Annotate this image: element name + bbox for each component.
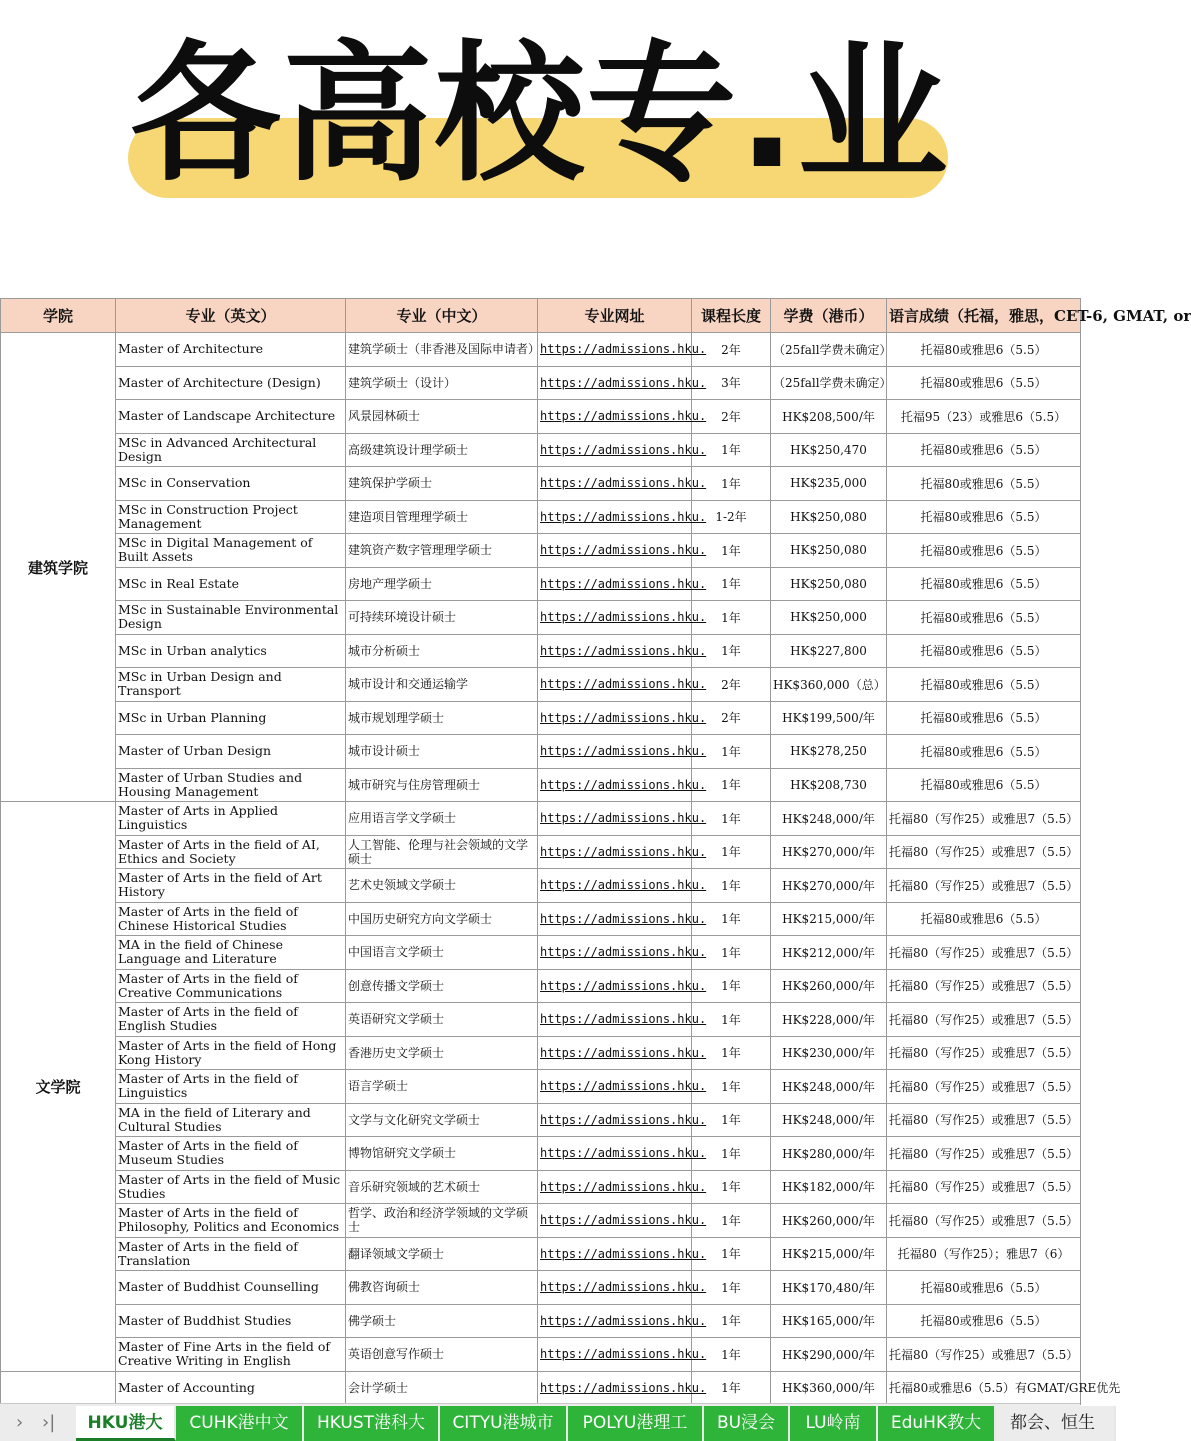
sheet-tab[interactable]: POLYU港理工 bbox=[568, 1406, 704, 1441]
language-req-cell[interactable]: 托福80或雅思6（5.5） bbox=[887, 366, 1081, 400]
program-en-cell[interactable]: Master of Arts in the field of Hong Kong History bbox=[116, 1036, 346, 1070]
duration-cell[interactable]: 2年 bbox=[692, 668, 771, 702]
url-link[interactable]: https://admissions.hku. bbox=[538, 333, 692, 367]
url-link[interactable]: https://admissions.hku. bbox=[538, 969, 692, 1003]
program-en-cell[interactable]: Master of Architecture (Design) bbox=[116, 366, 346, 400]
tuition-cell[interactable]: HK$235,000 bbox=[771, 467, 887, 501]
tuition-cell[interactable]: HK$278,250 bbox=[771, 735, 887, 769]
tuition-cell[interactable]: HK$290,000/年 bbox=[771, 1338, 887, 1372]
table-row bbox=[1, 936, 1081, 970]
program-en-cell[interactable]: MSc in Urban Design and Transport bbox=[116, 668, 346, 702]
table-row bbox=[1, 869, 1081, 903]
table-row bbox=[1, 1003, 1081, 1037]
language-req-cell[interactable]: 托福80（写作25）或雅思7（5.5） bbox=[887, 1003, 1081, 1037]
language-req-cell[interactable]: 托福80或雅思6（5.5） bbox=[887, 467, 1081, 501]
language-req-cell[interactable]: 托福80（写作25）或雅思7（5.5） bbox=[887, 835, 1081, 869]
program-en-cell[interactable]: Master of Arts in the field of Creative Communications bbox=[116, 969, 346, 1003]
program-en-cell[interactable]: Master of Arts in the field of AI, Ethics and Society bbox=[116, 835, 346, 869]
url-link[interactable]: https://admissions.hku. bbox=[538, 1304, 692, 1338]
program-cn-cell[interactable]: 音乐研究领域的艺术硕士 bbox=[346, 1170, 538, 1204]
language-req-cell[interactable]: 托福80或雅思6（5.5） bbox=[887, 601, 1081, 635]
program-en-cell[interactable]: MSc in Digital Management of Built Assets bbox=[116, 534, 346, 568]
programs-table bbox=[0, 298, 1191, 1405]
program-en-cell[interactable]: MSc in Real Estate bbox=[116, 567, 346, 601]
program-cn-cell[interactable]: 艺术史领域文学硕士 bbox=[346, 869, 538, 903]
duration-cell[interactable]: 1年 bbox=[692, 735, 771, 769]
language-req-cell[interactable]: 托福80或雅思6（5.5） bbox=[887, 768, 1081, 802]
program-en-cell[interactable]: Master of Arts in the field of Museum Studies bbox=[116, 1137, 346, 1171]
duration-cell[interactable]: 1年 bbox=[692, 1204, 771, 1238]
url-link[interactable]: https://admissions.hku. bbox=[538, 1371, 692, 1405]
tuition-cell[interactable]: HK$270,000/年 bbox=[771, 869, 887, 903]
url-link[interactable]: https://admissions.hku. bbox=[538, 634, 692, 668]
url-link[interactable]: https://admissions.hku. bbox=[538, 467, 692, 501]
tuition-cell[interactable]: HK$230,000/年 bbox=[771, 1036, 887, 1070]
program-cn-cell[interactable]: 翻译领域文学硕士 bbox=[346, 1237, 538, 1271]
program-en-cell[interactable]: MSc in Construction Project Management bbox=[116, 500, 346, 534]
sheet-tab[interactable]: CITYU港城市 bbox=[440, 1406, 568, 1441]
program-en-cell[interactable]: Master of Arts in the field of Philosophy, Politics and Economics bbox=[116, 1204, 346, 1238]
program-en-cell[interactable]: Master of Fine Arts in the field of Creative Writing in English bbox=[116, 1338, 346, 1372]
duration-cell[interactable]: 1年 bbox=[692, 1338, 771, 1372]
url-link[interactable]: https://admissions.hku. bbox=[538, 1237, 692, 1271]
tuition-cell[interactable]: HK$182,000/年 bbox=[771, 1170, 887, 1204]
sheet-tab[interactable]: HKUST港科大 bbox=[304, 1406, 440, 1441]
tuition-cell[interactable]: HK$248,000/年 bbox=[771, 802, 887, 836]
program-en-cell[interactable]: MSc in Urban analytics bbox=[116, 634, 346, 668]
col-header-duration[interactable]: 课程长度 bbox=[692, 299, 771, 333]
duration-cell[interactable]: 1年 bbox=[692, 1237, 771, 1271]
program-cn-cell[interactable]: 建造项目管理理学硕士 bbox=[346, 500, 538, 534]
program-en-cell[interactable]: Master of Arts in the field of English Studies bbox=[116, 1003, 346, 1037]
language-req-cell[interactable]: 托福80或雅思6（5.5） bbox=[887, 333, 1081, 367]
url-link[interactable]: https://admissions.hku. bbox=[538, 601, 692, 635]
table-row bbox=[1, 735, 1081, 769]
language-req-cell[interactable]: 托福80或雅思6（5.5） bbox=[887, 701, 1081, 735]
table-row bbox=[1, 400, 1081, 434]
program-cn-cell[interactable]: 哲学、政治和经济学领域的文学硕士 bbox=[346, 1204, 538, 1238]
url-link[interactable]: https://admissions.hku. bbox=[538, 400, 692, 434]
tuition-cell[interactable]: HK$270,000/年 bbox=[771, 835, 887, 869]
url-link[interactable]: https://admissions.hku. bbox=[538, 835, 692, 869]
duration-cell[interactable]: 1年 bbox=[692, 534, 771, 568]
program-cn-cell[interactable]: 城市分析硕士 bbox=[346, 634, 538, 668]
program-cn-cell[interactable]: 高级建筑设计理学硕士 bbox=[346, 433, 538, 467]
program-cn-cell[interactable]: 英语创意写作硕士 bbox=[346, 1338, 538, 1372]
program-cn-cell[interactable]: 文学与文化研究文学硕士 bbox=[346, 1103, 538, 1137]
duration-cell[interactable]: 1年 bbox=[692, 802, 771, 836]
program-cn-cell[interactable]: 创意传播文学硕士 bbox=[346, 969, 538, 1003]
tuition-cell[interactable]: HK$250,470 bbox=[771, 433, 887, 467]
program-cn-cell[interactable]: 城市研究与住房管理硕士 bbox=[346, 768, 538, 802]
tuition-cell[interactable]: HK$165,000/年 bbox=[771, 1304, 887, 1338]
language-req-cell[interactable]: 托福80（写作25）或雅思7（5.5） bbox=[887, 1170, 1081, 1204]
tuition-cell[interactable]: HK$227,800 bbox=[771, 634, 887, 668]
table-row bbox=[1, 567, 1081, 601]
duration-cell[interactable]: 1年 bbox=[692, 936, 771, 970]
program-cn-cell[interactable]: 香港历史文学硕士 bbox=[346, 1036, 538, 1070]
sheet-tab[interactable]: HKU港大 bbox=[76, 1406, 176, 1441]
last-sheet-icon[interactable]: ›| bbox=[42, 1412, 56, 1433]
tuition-cell[interactable]: HK$199,500/年 bbox=[771, 701, 887, 735]
url-link[interactable]: https://admissions.hku. bbox=[538, 902, 692, 936]
table-row bbox=[1, 1170, 1081, 1204]
program-cn-cell[interactable]: 中国历史研究方向文学硕士 bbox=[346, 902, 538, 936]
program-cn-cell[interactable]: 会计学硕士 bbox=[346, 1371, 538, 1405]
program-cn-cell[interactable]: 佛教咨询硕士 bbox=[346, 1271, 538, 1305]
duration-cell[interactable]: 1年 bbox=[692, 601, 771, 635]
language-req-cell[interactable]: 托福80（写作25）或雅思7（5.5） bbox=[887, 1070, 1081, 1104]
program-cn-cell[interactable]: 应用语言学文学硕士 bbox=[346, 802, 538, 836]
program-en-cell[interactable]: MA in the field of Chinese Language and Literature bbox=[116, 936, 346, 970]
url-link[interactable]: https://admissions.hku. bbox=[538, 433, 692, 467]
program-en-cell[interactable]: Master of Arts in the field of Chinese Historical Studies bbox=[116, 902, 346, 936]
table-row bbox=[1, 802, 1081, 836]
url-link[interactable]: https://admissions.hku. bbox=[538, 1204, 692, 1238]
duration-cell[interactable]: 1年 bbox=[692, 1170, 771, 1204]
table-row bbox=[1, 634, 1081, 668]
tuition-cell[interactable]: HK$280,000/年 bbox=[771, 1137, 887, 1171]
duration-cell[interactable]: 1年 bbox=[692, 869, 771, 903]
language-req-cell[interactable]: 托福80（写作25）；雅思7（6） bbox=[887, 1237, 1081, 1271]
program-cn-cell[interactable]: 英语研究文学硕士 bbox=[346, 1003, 538, 1037]
program-en-cell[interactable]: MSc in Sustainable Environmental Design bbox=[116, 601, 346, 635]
program-en-cell[interactable]: Master of Arts in Applied Linguistics bbox=[116, 802, 346, 836]
language-req-cell[interactable]: 托福80（写作25）或雅思7（5.5） bbox=[887, 1137, 1081, 1171]
duration-cell[interactable]: 1年 bbox=[692, 1003, 771, 1037]
url-link[interactable]: https://admissions.hku. bbox=[538, 1338, 692, 1372]
duration-cell[interactable]: 1年 bbox=[692, 1036, 771, 1070]
language-req-cell[interactable]: 托福95（23）或雅思6（5.5） bbox=[887, 400, 1081, 434]
language-req-cell[interactable]: 托福80（写作25）或雅思7（5.5） bbox=[887, 1338, 1081, 1372]
duration-cell[interactable]: 1年 bbox=[692, 1371, 771, 1405]
program-en-cell[interactable]: Master of Arts in the field of Linguistics bbox=[116, 1070, 346, 1104]
language-req-cell[interactable]: 托福80（写作25）或雅思7（5.5） bbox=[887, 869, 1081, 903]
language-req-cell[interactable]: 托福80（写作25）或雅思7（5.5） bbox=[887, 802, 1081, 836]
language-req-cell[interactable]: 托福80或雅思6（5.5） bbox=[887, 1271, 1081, 1305]
sheet-tab[interactable]: LU岭南 bbox=[790, 1406, 878, 1441]
program-cn-cell[interactable]: 建筑保护学硕士 bbox=[346, 467, 538, 501]
tuition-cell[interactable]: HK$208,730 bbox=[771, 768, 887, 802]
program-cn-cell[interactable]: 建筑学硕士（设计） bbox=[346, 366, 538, 400]
program-en-cell[interactable]: MA in the field of Literary and Cultural Studies bbox=[116, 1103, 346, 1137]
program-cn-cell[interactable]: 城市设计和交通运输学 bbox=[346, 668, 538, 702]
table-row bbox=[1, 1036, 1081, 1070]
program-en-cell[interactable]: Master of Landscape Architecture bbox=[116, 400, 346, 434]
tuition-cell[interactable]: HK$260,000/年 bbox=[771, 1204, 887, 1238]
url-link[interactable]: https://admissions.hku. bbox=[538, 1137, 692, 1171]
col-header-tuition[interactable]: 学费（港币） bbox=[771, 299, 887, 333]
language-req-cell[interactable]: 托福80或雅思6（5.5） bbox=[887, 534, 1081, 568]
duration-cell[interactable]: 2年 bbox=[692, 333, 771, 367]
language-req-cell[interactable]: 托福80或雅思6（5.5） bbox=[887, 433, 1081, 467]
program-cn-cell[interactable]: 中国语言文学硕士 bbox=[346, 936, 538, 970]
tuition-cell[interactable]: HK$360,000/年 bbox=[771, 1371, 887, 1405]
tuition-cell[interactable]: HK$208,500/年 bbox=[771, 400, 887, 434]
table-row bbox=[1, 601, 1081, 635]
program-cn-cell[interactable]: 可持续环境设计硕士 bbox=[346, 601, 538, 635]
tuition-cell[interactable]: HK$248,000/年 bbox=[771, 1103, 887, 1137]
language-req-cell[interactable]: 托福80（写作25）或雅思7（5.5） bbox=[887, 1103, 1081, 1137]
language-req-cell[interactable]: 托福80或雅思6（5.5） bbox=[887, 902, 1081, 936]
table-row bbox=[1, 534, 1081, 568]
table-row bbox=[1, 333, 1081, 367]
program-cn-cell[interactable]: 房地产理学硕士 bbox=[346, 567, 538, 601]
table-row bbox=[1, 835, 1081, 869]
table-row bbox=[1, 1070, 1081, 1104]
tuition-cell[interactable]: HK$215,000/年 bbox=[771, 902, 887, 936]
url-link[interactable]: https://admissions.hku. bbox=[538, 1170, 692, 1204]
url-link[interactable]: https://admissions.hku. bbox=[538, 1070, 692, 1104]
language-req-cell[interactable]: 托福80（写作25）或雅思7（5.5） bbox=[887, 1036, 1081, 1070]
duration-cell[interactable]: 1年 bbox=[692, 969, 771, 1003]
col-header-language[interactable]: 语言成绩（托福，雅思，CET-6, GMAT, or bbox=[887, 299, 1081, 333]
col-header-program-en[interactable]: 专业（英文） bbox=[116, 299, 346, 333]
language-req-cell[interactable]: 托福80或雅思6（5.5） bbox=[887, 1304, 1081, 1338]
language-req-cell[interactable]: 托福80或雅思6（5.5） bbox=[887, 735, 1081, 769]
program-cn-cell[interactable]: 城市设计硕士 bbox=[346, 735, 538, 769]
table-row bbox=[1, 1137, 1081, 1171]
duration-cell[interactable]: 1年 bbox=[692, 1070, 771, 1104]
language-req-cell[interactable]: 托福80或雅思6（5.5） bbox=[887, 634, 1081, 668]
tuition-cell[interactable]: HK$250,080 bbox=[771, 567, 887, 601]
program-en-cell[interactable]: Master of Architecture bbox=[116, 333, 346, 367]
program-en-cell[interactable]: Master of Arts in the field of Art History bbox=[116, 869, 346, 903]
duration-cell[interactable]: 1年 bbox=[692, 768, 771, 802]
program-en-cell[interactable]: MSc in Urban Planning bbox=[116, 701, 346, 735]
duration-cell[interactable]: 1年 bbox=[692, 467, 771, 501]
program-cn-cell[interactable]: 语言学硕士 bbox=[346, 1070, 538, 1104]
table-row bbox=[1, 1271, 1081, 1305]
table-row bbox=[1, 1304, 1081, 1338]
url-link[interactable]: https://admissions.hku. bbox=[538, 534, 692, 568]
duration-cell[interactable]: 1年 bbox=[692, 1137, 771, 1171]
table-row bbox=[1, 467, 1081, 501]
title-banner bbox=[0, 0, 1080, 298]
page-title: 各高校专.业 bbox=[130, 28, 950, 202]
table-row bbox=[1, 433, 1081, 467]
duration-cell[interactable]: 2年 bbox=[692, 701, 771, 735]
url-link[interactable]: https://admissions.hku. bbox=[538, 366, 692, 400]
school-cell[interactable]: 建筑学院 bbox=[1, 333, 116, 802]
program-cn-cell[interactable]: 风景园林硕士 bbox=[346, 400, 538, 434]
tuition-cell[interactable]: HK$212,000/年 bbox=[771, 936, 887, 970]
language-req-cell[interactable]: 托福80（写作25）或雅思7（5.5） bbox=[887, 1204, 1081, 1238]
language-req-cell[interactable]: 托福80或雅思6（5.5）有GMAT/GRE优先 bbox=[887, 1371, 1081, 1405]
tuition-cell[interactable]: （25fall学费未确定） bbox=[771, 333, 887, 367]
url-link[interactable]: https://admissions.hku. bbox=[538, 936, 692, 970]
school-cell[interactable]: 文学院 bbox=[1, 802, 116, 1372]
program-cn-cell[interactable]: 人工智能、伦理与社会领域的文学硕士 bbox=[346, 835, 538, 869]
program-cn-cell[interactable]: 建筑资产数字管理理学硕士 bbox=[346, 534, 538, 568]
sheet-tab-bar bbox=[0, 1403, 1095, 1441]
language-req-cell[interactable]: 托福80或雅思6（5.5） bbox=[887, 567, 1081, 601]
language-req-cell[interactable]: 托福80（写作25）或雅思7（5.5） bbox=[887, 936, 1081, 970]
sheet-tab[interactable]: EduHK教大 bbox=[878, 1406, 996, 1441]
duration-cell[interactable]: 1年 bbox=[692, 567, 771, 601]
table-row bbox=[1, 1338, 1081, 1372]
table-row bbox=[1, 500, 1081, 534]
table-row bbox=[1, 1204, 1081, 1238]
tuition-cell[interactable]: HK$260,000/年 bbox=[771, 969, 887, 1003]
program-en-cell[interactable]: Master of Urban Design bbox=[116, 735, 346, 769]
table-row bbox=[1, 701, 1081, 735]
table-row bbox=[1, 668, 1081, 702]
url-link[interactable]: https://admissions.hku. bbox=[538, 1036, 692, 1070]
duration-cell[interactable]: 1年 bbox=[692, 902, 771, 936]
sheet-tab[interactable]: 都会、恒生 bbox=[996, 1406, 1116, 1441]
url-link[interactable]: https://admissions.hku. bbox=[538, 668, 692, 702]
program-en-cell[interactable]: Master of Buddhist Counselling bbox=[116, 1271, 346, 1305]
col-header-program-cn[interactable]: 专业（中文） bbox=[346, 299, 538, 333]
url-link[interactable]: https://admissions.hku. bbox=[538, 768, 692, 802]
duration-cell[interactable]: 1年 bbox=[692, 835, 771, 869]
language-req-cell[interactable]: 托福80（写作25）或雅思7（5.5） bbox=[887, 969, 1081, 1003]
table-row bbox=[1, 768, 1081, 802]
url-link[interactable]: https://admissions.hku. bbox=[538, 802, 692, 836]
url-link[interactable]: https://admissions.hku. bbox=[538, 869, 692, 903]
tuition-cell[interactable]: HK$215,000/年 bbox=[771, 1237, 887, 1271]
program-cn-cell[interactable]: 建筑学硕士（非香港及国际申请者） bbox=[346, 333, 538, 367]
duration-cell[interactable]: 1-2年 bbox=[692, 500, 771, 534]
table-row bbox=[1, 1237, 1081, 1271]
col-header-school[interactable]: 学院 bbox=[1, 299, 116, 333]
program-en-cell[interactable]: Master of Urban Studies and Housing Management bbox=[116, 768, 346, 802]
program-cn-cell[interactable]: 博物馆研究文学硕士 bbox=[346, 1137, 538, 1171]
program-cn-cell[interactable]: 佛学硕士 bbox=[346, 1304, 538, 1338]
duration-cell[interactable]: 1年 bbox=[692, 1271, 771, 1305]
url-link[interactable]: https://admissions.hku. bbox=[538, 735, 692, 769]
table-row bbox=[1, 366, 1081, 400]
program-en-cell[interactable]: Master of Accounting bbox=[116, 1371, 346, 1405]
url-link[interactable]: https://admissions.hku. bbox=[538, 1003, 692, 1037]
duration-cell[interactable]: 3年 bbox=[692, 366, 771, 400]
table-row bbox=[1, 969, 1081, 1003]
url-link[interactable]: https://admissions.hku. bbox=[538, 500, 692, 534]
school-cell[interactable] bbox=[1, 1371, 116, 1405]
program-en-cell[interactable]: MSc in Conservation bbox=[116, 467, 346, 501]
spreadsheet[interactable] bbox=[0, 298, 1191, 1403]
tuition-cell[interactable]: HK$250,000 bbox=[771, 601, 887, 635]
col-header-url[interactable]: 专业网址 bbox=[538, 299, 692, 333]
table-row bbox=[1, 902, 1081, 936]
url-link[interactable]: https://admissions.hku. bbox=[538, 1271, 692, 1305]
duration-cell[interactable]: 1年 bbox=[692, 634, 771, 668]
prev-sheet-icon[interactable]: › bbox=[16, 1412, 24, 1433]
duration-cell[interactable]: 1年 bbox=[692, 1103, 771, 1137]
header-row bbox=[1, 299, 1081, 333]
url-link[interactable]: https://admissions.hku. bbox=[538, 1103, 692, 1137]
duration-cell[interactable]: 2年 bbox=[692, 400, 771, 434]
sheet-tab[interactable]: CUHK港中文 bbox=[176, 1406, 304, 1441]
url-link[interactable]: https://admissions.hku. bbox=[538, 701, 692, 735]
program-en-cell[interactable]: Master of Buddhist Studies bbox=[116, 1304, 346, 1338]
tuition-cell[interactable]: HK$228,000/年 bbox=[771, 1003, 887, 1037]
table-row bbox=[1, 1103, 1081, 1137]
url-link[interactable]: https://admissions.hku. bbox=[538, 567, 692, 601]
language-req-cell[interactable]: 托福80或雅思6（5.5） bbox=[887, 668, 1081, 702]
duration-cell[interactable]: 1年 bbox=[692, 1304, 771, 1338]
program-en-cell[interactable]: Master of Arts in the field of Translation bbox=[116, 1237, 346, 1271]
tuition-cell[interactable]: HK$170,480/年 bbox=[771, 1271, 887, 1305]
tuition-cell[interactable]: （25fall学费未确定） bbox=[771, 366, 887, 400]
program-en-cell[interactable]: MSc in Advanced Architectural Design bbox=[116, 433, 346, 467]
table-row bbox=[1, 1371, 1081, 1405]
duration-cell[interactable]: 1年 bbox=[692, 433, 771, 467]
tuition-cell[interactable]: HK$250,080 bbox=[771, 534, 887, 568]
sheet-tab[interactable]: BU浸会 bbox=[704, 1406, 790, 1441]
program-cn-cell[interactable]: 城市规划理学硕士 bbox=[346, 701, 538, 735]
language-req-cell[interactable]: 托福80或雅思6（5.5） bbox=[887, 500, 1081, 534]
program-en-cell[interactable]: Master of Arts in the field of Music Studies bbox=[116, 1170, 346, 1204]
tuition-cell[interactable]: HK$248,000/年 bbox=[771, 1070, 887, 1104]
tuition-cell[interactable]: HK$250,080 bbox=[771, 500, 887, 534]
tuition-cell[interactable]: HK$360,000（总） bbox=[771, 668, 887, 702]
